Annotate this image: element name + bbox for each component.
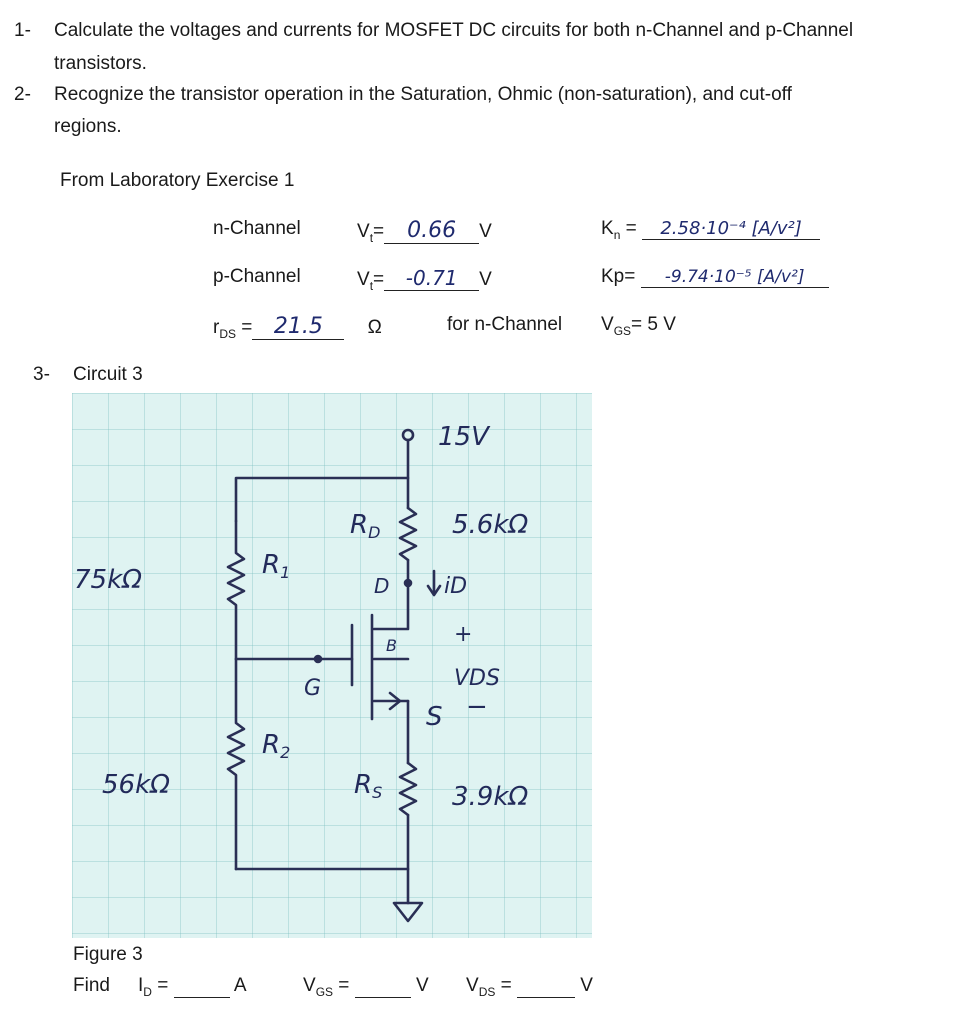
id-label: iD	[444, 574, 468, 599]
vds-plus: +	[454, 622, 473, 647]
vt-p-value: -0.71	[384, 266, 479, 291]
rds-value: 21.5	[252, 314, 344, 340]
vds-label: VDS	[454, 666, 500, 691]
r2-value: 56kΩ	[102, 770, 171, 800]
body-label: B	[386, 636, 397, 655]
rds-field: $r_{DS} = 21.5$ Ω	[213, 314, 382, 341]
gate-node	[315, 656, 321, 662]
circuit-diagram	[72, 393, 592, 938]
rd-resistor	[400, 508, 416, 560]
vgs-answer-blank[interactable]	[355, 975, 411, 998]
rs-resistor	[400, 763, 416, 815]
objective-1-text-cont: transistors.	[54, 53, 147, 74]
r1-value: 75kΩ	[74, 565, 143, 595]
vgs-answer-field: $V_{GS}$ = V	[303, 975, 429, 999]
supply-terminal	[403, 430, 413, 440]
objective-2-text-cont: regions.	[54, 116, 122, 137]
vt-n-field: $V_t= 0.66$ V	[357, 218, 492, 245]
r2-label: R2	[262, 730, 291, 762]
figure-caption: Figure 3	[73, 944, 143, 965]
r2-resistor	[228, 659, 244, 869]
ground-symbol	[394, 903, 422, 921]
objective-2-text: Recognize the transistor operation in the Saturation, Ohmic (non-saturation), and cut-off	[54, 84, 792, 105]
find-label: Find	[73, 975, 110, 996]
rd-label: RD	[350, 510, 381, 542]
kn-value: 2.58·10⁻⁴ [A/v²]	[642, 218, 820, 240]
circuit-title: Circuit 3	[73, 364, 143, 385]
drain-label: D	[374, 574, 390, 598]
lab-heading: From Laboratory Exercise 1	[60, 170, 295, 191]
rd-value: 5.6kΩ	[452, 510, 529, 540]
circuit-number: 3-	[33, 364, 50, 385]
vt-p-field: $V_t= -0.71$ V	[357, 266, 492, 293]
objective-1-number: 1-	[14, 20, 31, 41]
vds-answer-blank[interactable]	[517, 975, 575, 998]
gate-label: G	[304, 676, 322, 701]
kp-field: Kp= -9.74·10⁻⁵ [A/v²]	[601, 266, 829, 288]
for-n-channel: for n-Channel	[447, 314, 563, 335]
r1-label: R1	[262, 550, 291, 582]
objective-1-text: Calculate the voltages and currents for MOSFET DC circuits for both n-Channel and p-Channel	[54, 20, 854, 41]
n-channel-label: n-Channel	[213, 218, 301, 239]
vt-n-value: 0.66	[384, 218, 479, 244]
p-channel-label: p-Channel	[213, 266, 301, 287]
source-label: S	[426, 702, 443, 732]
supply-label: 15V	[438, 422, 489, 452]
id-answer-blank[interactable]	[174, 975, 230, 998]
rs-label: RS	[354, 770, 383, 802]
rs-value: 3.9kΩ	[452, 782, 529, 812]
vds-minus: −	[466, 692, 488, 722]
vgs-condition: $V_{GS}= 5$ V	[601, 314, 676, 338]
objective-2-number: 2-	[14, 84, 31, 105]
id-answer-field: $I_D$ = A	[138, 975, 247, 999]
top-wire	[236, 478, 408, 521]
kp-value: -9.74·10⁻⁵ [A/v²]	[641, 267, 829, 288]
vds-answer-field: $V_{DS}$ = V	[466, 975, 593, 999]
kn-field: $K_n = 2.58\cdot 10^{-4}$ [A/v²]	[601, 218, 820, 242]
rds-unit: Ω	[367, 317, 382, 338]
r1-resistor	[228, 521, 244, 659]
